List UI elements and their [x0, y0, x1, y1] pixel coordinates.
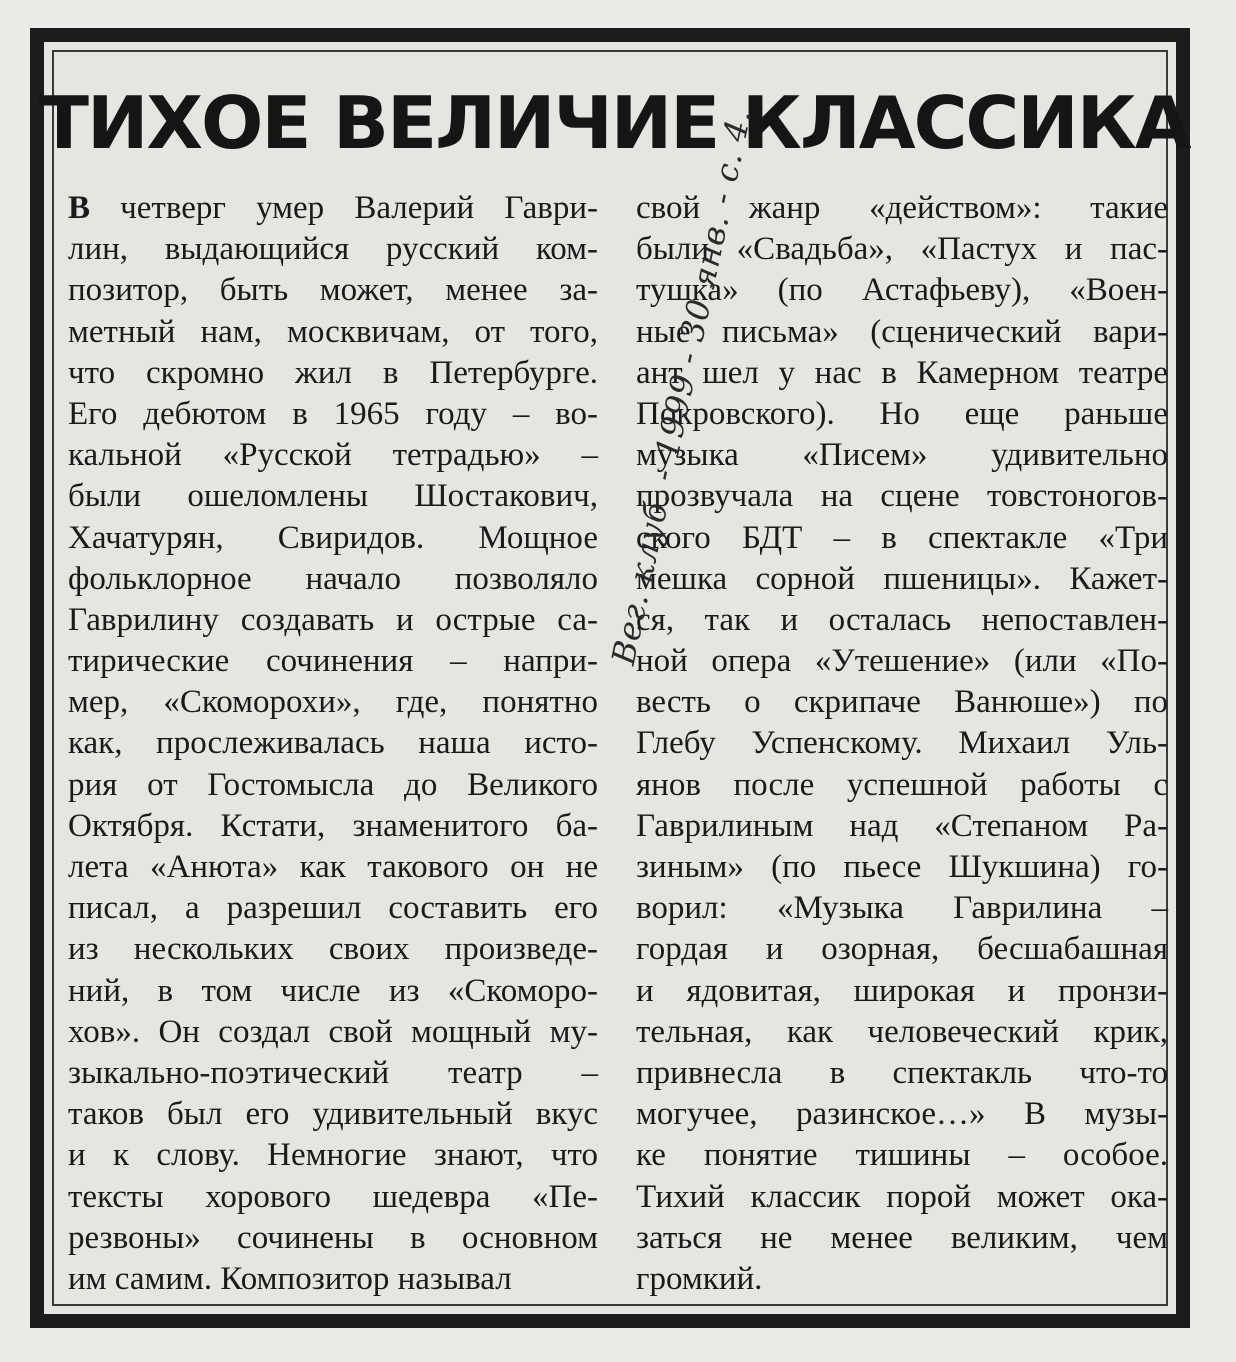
text-line: тексты хорового шедевра «Пе- [68, 1178, 598, 1215]
text-line: Его дебютом в 1965 году – во- [68, 395, 598, 432]
text-line: мер, «Скоморохи», где, понятно [68, 684, 598, 721]
text-line: тирические сочинения – напри- [68, 643, 598, 680]
text-line: Гаврилиным над «Степаном Ра- [636, 807, 1168, 844]
text-line: тельная, как человеческий крик, [636, 1013, 1168, 1050]
text-line: были «Свадьба», «Пастух и пас- [636, 231, 1168, 268]
text-line: Покровского). Но еще раньше [636, 395, 1168, 432]
text-line: хов». Он создал свой мощный му- [68, 1013, 598, 1050]
text-line: ант шел у нас в Камерном театре [636, 354, 1168, 391]
text-line: метный нам, москвичам, от того, [68, 313, 598, 350]
text-line: фольклорное начало позволяло [68, 560, 598, 597]
text-line: и к слову. Немногие знают, что [68, 1137, 598, 1174]
text-line: заться не менее великим, чем [636, 1219, 1168, 1256]
text-line: весть о скрипаче Ванюше») по [636, 684, 1168, 721]
text-line: ной опера «Утешение» (или «По- [636, 643, 1168, 680]
text-line: что скромно жил в Петербурге. [68, 354, 598, 391]
drop-cap: В [68, 190, 91, 226]
text-line: им самим. Композитор называл [68, 1260, 512, 1297]
text-line: мешка сорной пшеницы». Кажет- [636, 560, 1168, 597]
text-line: лин, выдающийся русский ком- [68, 231, 598, 268]
text-line: лета «Анюта» как такового он не [68, 849, 598, 885]
article-left-column [68, 188, 598, 1300]
text-line: зиным» (по пьесе Шукшина) го- [636, 849, 1168, 885]
text-line: тушка» (по Астафьеву), «Воен- [636, 272, 1168, 309]
text-line: из нескольких своих произведе- [68, 931, 598, 968]
text-line: ные письма» (сценический вари- [636, 313, 1168, 350]
text-line: резвоны» сочинены в основном [68, 1219, 598, 1256]
text-line: гордая и озорная, бесшабашная [636, 931, 1168, 968]
text-line: рия от Гостомысла до Великого [68, 766, 598, 803]
text-line: Октября. Кстати, знаменитого ба- [68, 807, 598, 844]
text-line: ского БДТ – в спектакле «Три [636, 519, 1168, 556]
text-line: янов после успешной работы с [636, 766, 1168, 803]
article-headline: ТИХОЕ ВЕЛИЧИЕ КЛАССИКА [38, 81, 1190, 165]
text-line: и ядовитая, широкая и пронзи- [636, 972, 1168, 1009]
article-right-column [636, 188, 1168, 1300]
text-line: позитор, быть может, менее за- [68, 272, 598, 309]
text-line: Гаврилину создавать и острые са- [68, 601, 598, 638]
text-line-content: четверг умер Валерий Гаври- [90, 190, 598, 226]
text-line [68, 188, 598, 229]
text-line: привнесла в спектакль что-то [636, 1054, 1168, 1091]
text-line: ний, в том числе из «Скоморо- [68, 972, 598, 1009]
text-line: громкий. [636, 1260, 763, 1297]
text-line: могучее, разинское…» В музы- [636, 1096, 1168, 1133]
text-line: Тихий классик порой может ока- [636, 1178, 1168, 1215]
text-line: ке понятие тишины – особое. [636, 1137, 1168, 1174]
handwritten-note-text: Вег. клуб. - 1999 - 30 янв. - с. 4. [604, 105, 760, 668]
text-line: зыкально-поэтический театр – [68, 1054, 598, 1091]
text-line: Глебу Успенскому. Михаил Уль- [636, 725, 1168, 762]
text-line: писал, а разрешил составить его [68, 890, 598, 927]
text-line: были ошеломлены Шостакович, [68, 478, 598, 515]
text-line: свой жанр «действом»: такие [636, 190, 1168, 226]
text-line: таков был его удивительный вкус [68, 1096, 598, 1133]
text-line: ворил: «Музыка Гаврилина – [636, 890, 1168, 927]
text-line: как, прослеживалась наша исто- [68, 725, 598, 762]
text-line: прозвучала на сцене товстоногов- [636, 478, 1168, 515]
text-line: ся, так и осталась непоставлен- [636, 601, 1168, 638]
text-line: кальной «Русской тетрадью» – [68, 437, 598, 474]
text-line: музыка «Писем» удивительно [636, 437, 1168, 474]
text-line: Хачатурян, Свиридов. Мощное [68, 519, 598, 556]
